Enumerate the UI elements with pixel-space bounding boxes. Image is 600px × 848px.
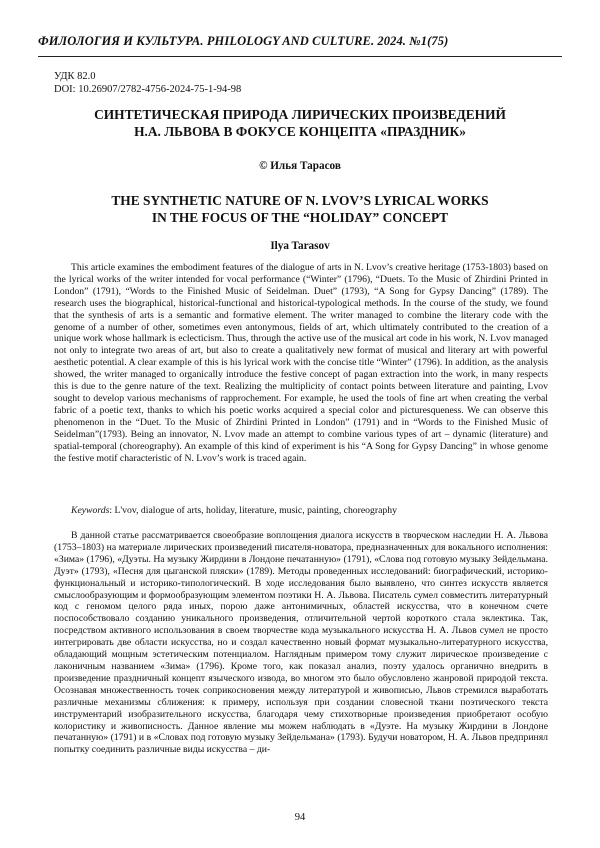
title-ru-line-2: Н.А. ЛЬВОВА В ФОКУСЕ КОНЦЕПТА «ПРАЗДНИК» — [134, 124, 466, 139]
doi: DOI: 10.26907/2782-4756-2024-75-1-94-98 — [54, 84, 242, 95]
author-ru: © Илья Тарасов — [259, 160, 341, 172]
title-en-line-1: THE SYNTHETIC NATURE OF N. LVOV’S LYRICAL WORKS — [111, 193, 489, 208]
article-metadata — [54, 70, 241, 96]
title-en-line-2: IN THE FOCUS OF THE “HOLIDAY” CONCEPT — [151, 210, 449, 225]
abstract-en — [54, 262, 548, 464]
title-ru-line-1: СИНТЕТИЧЕСКАЯ ПРИРОДА ЛИРИЧЕСКИХ ПРОИЗВЕДЕНИЙ — [94, 107, 506, 122]
keywords — [54, 505, 548, 517]
journal-header: ФИЛОЛОГИЯ И КУЛЬТУРА. PHILOLOGY AND CULTURE. 2024. №1(75) — [38, 34, 449, 48]
body-paragraph: В данной статье рассматривается своеобразие воплощения диалога искусств в творческом наследии Н. А. Львова (1753–1803) на материале лирических произведений писателя-новатора, предназначенных для вокального исполнения: «Зима» (1796), «Дуэты. На музыку Жирдини в Лондоне печатанную» (1791), «Слова под готовую музыку Зейдельмана. Дуэт» (1793), «Песня для цыганской пляски» (1789). Методы проведенных исследований: биографический, историко-функциональный и историко-типологический. В ходе исследования было выявлено, что синтез искусств является смыслообразующим и формообразующим элементом поэтики Н. А. Львова. Писатель сумел совместить литературный код с геномом целого ряда иных, порою даже антонимичных, областей искусства, что в конечном счете поспособствовало созданию уникального произведения, отличительной чертой короткого стала эклектика. Так, посредством активного использования в своем творчестве кода музыкального искусства Н. А. Львов сумел не просто интегрировать две области искусства, но и создал качественно новый формат музыкально-литературного искусства, обладающий мощным эстетическим потенциалом. Наглядным примером тому служит лирическое произведение с лаконичным названием «Зима» (1796). Кроме того, как показал анализ, поэту удалось органично внедрить в произведение праздничный концепт языческого извода, во многом это было обусловлено жанровой природой текста. Осознавая множественность точек соприкосновения между литературой и живописью, Львов стремился выработать различные механизмы сближения: к примеру, используя при создании словесной ткани поэтического текста инструментарий изобразительного искусства, благодаря чему стихотворные произведения приобретают особую колористику и живописность. Данное явление мы можем наблюдать в «Дуэте. На музыку Жирдини в Лондоне печатанную» (1791) и в «Словах под готовую музыку Зейдельмана» (1793). Будучи новатором, Н. А. Львов предпринял попытку соединить различные виды искусства – ди- — [54, 530, 548, 756]
abstract-text: This article examines the embodiment features of the dialogue of arts in N. Lvov’s creative heritage (1753-1803) based on the lyrical works of the writer intended for vocal performance (“Winter” (1796), “Duets. To the Music of Zhirdini Printed in London” (1791), “Words to the Finished Music of Seidelman. Duet” (1793), “A Song for Gypsy Dancing” (1789). The research uses the biographical, historical-functional and historical-typological methods. In the course of the study, we found that the synthesis of arts is a semantic and formative element. The writer managed to combine the literary code with the genome of a number of other, sometimes even antonymous, fields of art, which ultimately contributed to the creation of a unique work whose hallmark is eclecticism. Thus, through the active use of the musical art code in his work, N. Lvov managed not only to integrate two areas of art, but also to create a qualitatively new format of musical and literary art with powerful aesthetic potential. A clear example of this is his lyrical work with the concise title “Winter” (1796). In addition, as the analysis showed, the writer managed to organically introduce the festive concept of pagan extraction into the work, in many respects this is due to the genre nature of the text. Realizing the multiplicity of contact points between literature and painting, Lvov sought to develop various mechanisms of rapprochement. For example, he used the tools of fine art when creating the verbal fabric of a poetic text, thanks to which his poetic works acquired a special color and picturesqueness. We can observe this phenomenon in the “Duet. To the Music of Zhirdini Printed in London” (1791) and in “Words to the Finished Music of Seidelman”(1793). Being an innovator, N. Lvov made an attempt to combine various types of art – dynamic (literature) and spatial-temporal (choreography). An example of this kind of experiment is his “A Song for Gypsy Dancing” in whose genome the festive motif characteristic of N. Lvov’s work is traced again. — [54, 262, 548, 464]
article-title-en — [40, 192, 560, 226]
author-en: Ilya Tarasov — [270, 240, 330, 252]
page-number: 94 — [294, 812, 306, 823]
header-rule — [38, 56, 562, 57]
keywords-label: Keywords — [71, 505, 110, 516]
udk-code: УДК 82.0 — [54, 71, 96, 82]
keywords-text: : L'vov, dialogue of arts, holiday, literature, music, painting, choreography — [109, 505, 397, 516]
article-title-ru — [40, 106, 560, 140]
article-body-ru — [54, 530, 548, 756]
